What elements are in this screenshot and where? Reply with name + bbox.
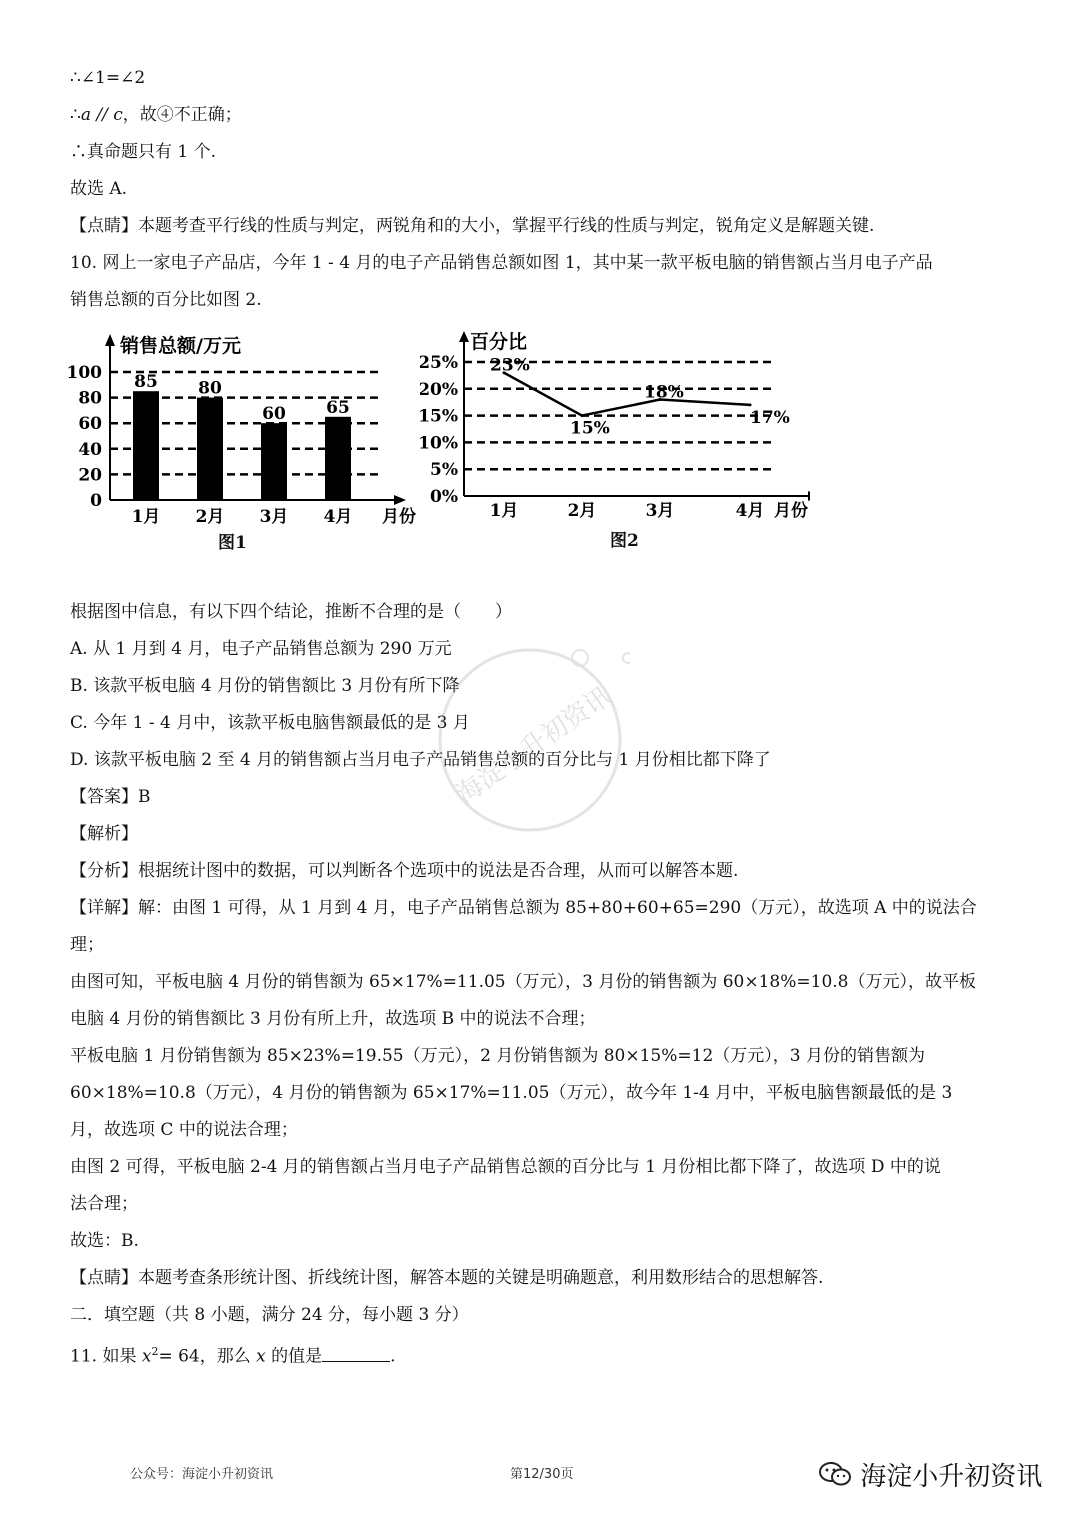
y-axis-arrow: [459, 331, 469, 342]
y-tick-label: 20: [78, 465, 102, 486]
text-line: 根据图中信息，有以下四个结论，推断不合理的是（ ）: [70, 602, 512, 622]
bar-chart-svg: [66, 330, 416, 560]
text-line: 【解析】: [70, 824, 138, 844]
x-axis-label: 月份: [774, 501, 808, 521]
watermark-stamp-icon: [430, 640, 630, 840]
option-c: C. 今年 1 - 4 月中，该款平板电脑售额最低的是 3 月: [70, 713, 470, 733]
bar: [197, 398, 223, 500]
x-tick-label: 2月: [567, 501, 597, 521]
bar: [133, 391, 159, 500]
y-tick-label: 60: [78, 414, 102, 435]
y-tick-label: 40: [78, 439, 102, 460]
point-data-label: 15%: [570, 418, 610, 439]
text-span: = 64，那么: [158, 1346, 257, 1367]
y-tick-label: 5%: [430, 460, 458, 481]
point-data-label: 18%: [644, 382, 684, 403]
text-line: 【分析】根据统计图中的数据，可以判断各个选项中的说法是否合理，从而可以解答本题.: [70, 861, 739, 881]
chart-title: 百分比: [470, 331, 528, 353]
bar: [325, 417, 351, 500]
text-line: [70, 104, 242, 126]
y-tick-label: 0%: [430, 487, 458, 507]
x-tick-label: 1月: [489, 501, 519, 521]
point-data-label: 17%: [750, 407, 790, 428]
text-line: 电脑 4 月份的销售额比 3 月份有所上升，故选项 B 中的说法不合理；: [70, 1009, 596, 1029]
math-variable: x: [141, 1346, 152, 1367]
bar-data-label: 80: [198, 378, 222, 399]
answer-blank[interactable]: [322, 1345, 390, 1362]
wechat-icon: [818, 1460, 852, 1495]
text-line: 销售总额的百分比如图 2.: [70, 290, 262, 310]
y-tick-label: 15%: [420, 406, 458, 427]
text-span: ，故④不正确；: [122, 105, 242, 125]
bar: [261, 423, 287, 500]
text-line: 平板电脑 1 月份销售额为 85×23%=19.55（万元），2 月份销售额为 80×15%=12（万元），3 月份的销售额为: [70, 1046, 925, 1066]
y-tick-label: 80: [78, 388, 102, 409]
math-expression: a // c: [80, 105, 123, 125]
bar-data-label: 65: [326, 397, 350, 418]
y-tick-label: 0: [90, 491, 102, 511]
section-heading: 二．填空题（共 8 小题，满分 24 分，每小题 3 分）: [70, 1305, 469, 1325]
text-line: 60×18%=10.8（万元），4 月份的销售额为 65×17%=11.05（万元），故今年 1-4 月中，平板电脑售额最低的是 3: [70, 1083, 953, 1103]
y-axis-arrow: [105, 334, 115, 346]
text-span: .: [390, 1346, 396, 1367]
text-line: ∴真命题只有 1 个.: [70, 142, 217, 162]
text-line: 理；: [70, 935, 104, 955]
option-b: B. 该款平板电脑 4 月份的销售额比 3 月份有所下降: [70, 676, 460, 696]
brand-text: 海淀小升初资讯: [860, 1462, 1043, 1492]
wechat-brand: [818, 1456, 1042, 1495]
x-tick-label: 3月: [645, 501, 675, 521]
bar-data-label: 60: [262, 404, 286, 425]
text-line: 故选：B.: [70, 1231, 139, 1251]
footer-left: 公众号：海淀小升初资讯: [130, 1467, 274, 1482]
x-axis-arrow: [808, 491, 810, 501]
data-point: [749, 403, 752, 406]
chart-title: 销售总额/万元: [120, 335, 241, 357]
text-line: 故选 A.: [70, 179, 128, 199]
text-line: 由图 2 可得，平板电脑 2-4 月的销售额占当月电子产品销售总额的百分比与 1 月份相比都下降了，故选项 D 中的说: [70, 1157, 941, 1177]
text-line: 由图可知，平板电脑 4 月份的销售额为 65×17%=11.05（万元），3 月份的销售额为 60×18%=10.8（万元），故平板: [70, 972, 976, 992]
series-line: [504, 373, 750, 416]
watermark-text: 海淀小升初资讯: [450, 681, 618, 811]
x-tick-label: 2月: [195, 507, 225, 527]
question-11-line: [70, 1341, 396, 1368]
data-point: [581, 414, 584, 417]
therefore-symbol: ∴: [70, 105, 81, 125]
text-span: 的值是: [265, 1346, 323, 1367]
question-10-line: 10. 网上一家电子产品店，今年 1 - 4 月的电子产品销售总额如图 1，其中某一款平板电脑的销售额占当月电子产品: [70, 253, 933, 273]
option-a: A. 从 1 月到 4 月，电子产品销售总额为 290 万元: [70, 639, 452, 659]
figure-2-caption: 图2: [610, 531, 639, 551]
y-tick-label: 20%: [420, 379, 458, 400]
text-line: ∴∠1=∠2: [70, 68, 146, 88]
page-number: 第12/30页: [510, 1467, 574, 1482]
text-line: 【详解】解：由图 1 可得，从 1 月到 4 月，电子产品销售总额为 85+80+60+65=290（万元），故选项 A 中的说法合: [70, 898, 977, 918]
x-tick-label: 4月: [735, 501, 765, 521]
bar-data-label: 85: [134, 372, 158, 393]
figure-1-caption: 图1: [218, 533, 247, 553]
x-tick-label: 1月: [131, 507, 161, 527]
text-span: 11. 如果: [70, 1346, 142, 1367]
x-axis-label: 月份: [382, 507, 416, 527]
text-line: 法合理；: [70, 1194, 138, 1214]
answer-line: 【答案】B: [70, 787, 151, 807]
text-line: 【点睛】本题考查条形统计图、折线统计图，解答本题的关键是明确题意，利用数形结合的思想解答.: [70, 1268, 824, 1288]
x-axis-arrow: [394, 495, 406, 505]
text-line: 月，故选项 C 中的说法合理；: [70, 1120, 298, 1140]
exponent: 2: [151, 1345, 159, 1358]
x-tick-label: 4月: [323, 507, 353, 527]
option-d: D. 该款平板电脑 2 至 4 月的销售额占当月电子产品销售总额的百分比与 1 月份相比都下降了: [70, 750, 771, 770]
y-tick-label: 25%: [420, 353, 458, 373]
text-line: 【点睛】本题考查平行线的性质与判定，两锐角和的大小，掌握平行线的性质与判定，锐角定义是解题关键.: [70, 216, 875, 236]
y-tick-label: 100: [66, 363, 102, 383]
math-variable: x: [256, 1346, 266, 1367]
x-tick-label: 3月: [259, 507, 289, 527]
point-data-label: 23%: [490, 355, 530, 376]
y-tick-label: 10%: [420, 433, 458, 454]
